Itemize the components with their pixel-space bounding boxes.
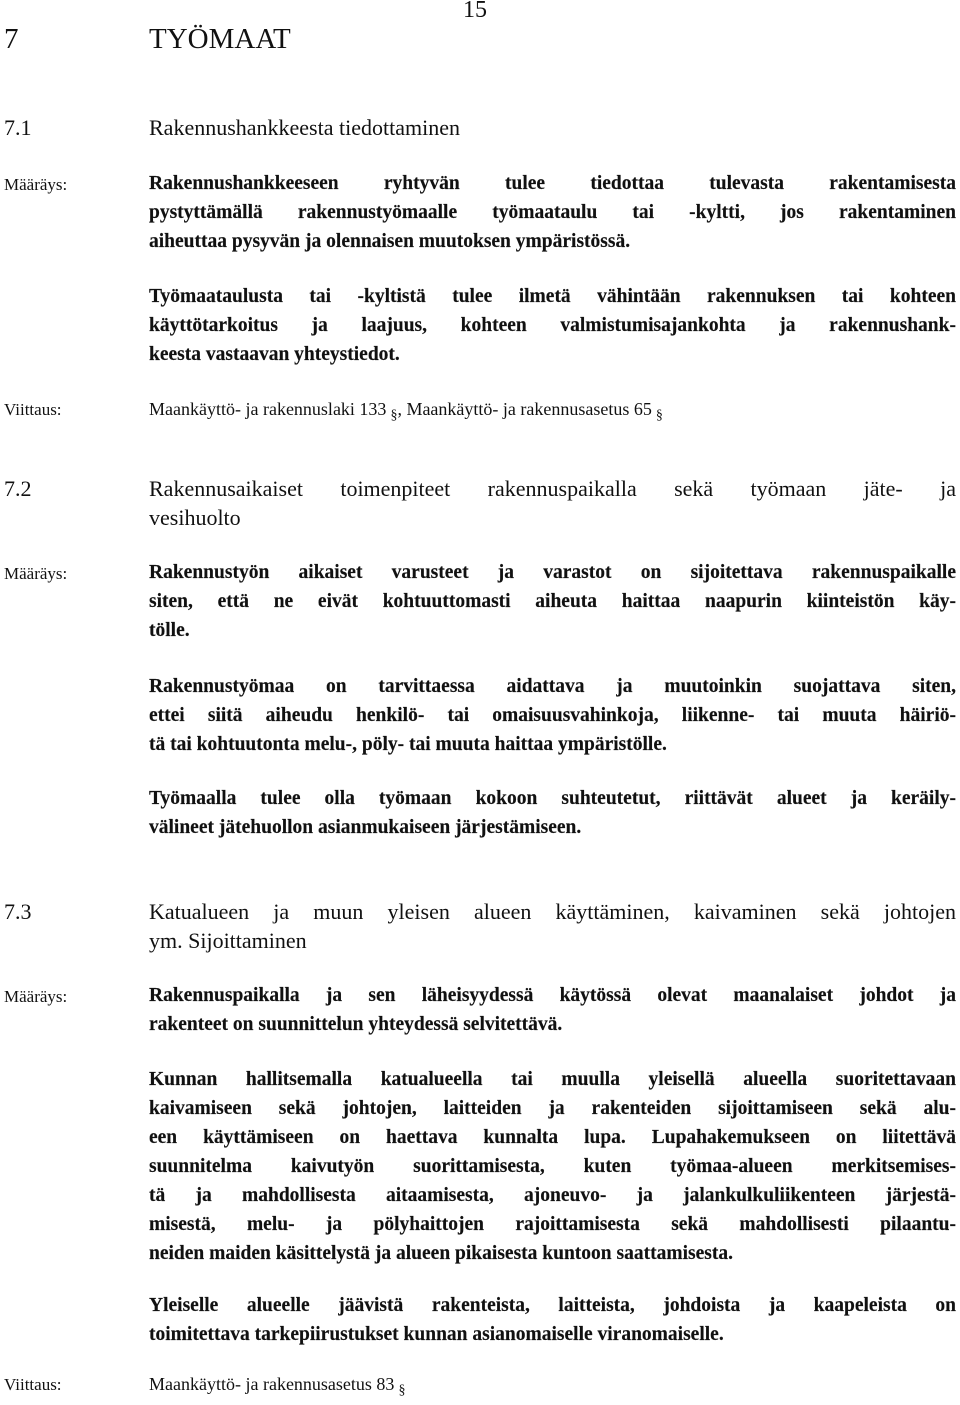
paragraph-line: rakenteet on suunnittelun yhteydessä selvitettävä. — [149, 1014, 563, 1035]
section-number: 7.3 — [4, 899, 32, 924]
paragraph-line: misestä, melu- ja pölyhaittojen rajoittamisesta sekä mahdollisesti pilaantu- — [149, 1214, 956, 1235]
paragraph-line: aiheuttaa pysyvän ja olennaisen muutoksen ympäristössä. — [149, 231, 631, 252]
paragraph-line: tä tai kohtuutonta melu-, pöly- tai muuta haittaa ympäristölle. — [149, 734, 667, 755]
page-number: 15 — [463, 0, 487, 23]
regulation-label: Määräys: — [4, 175, 68, 194]
paragraph-line: neiden maiden käsittelystä ja alueen pikaisesta kuntoon saattamisesta. — [149, 1243, 733, 1264]
section-sign: § — [390, 408, 398, 423]
paragraph-line: Kunnan hallitsemalla katualueella tai muulla yleisellä alueella suoritettavaan — [149, 1069, 956, 1090]
section-number: 7.1 — [4, 115, 32, 140]
reference-label: Viittaus: — [4, 1375, 62, 1394]
reference-decree: Maankäyttö- ja rakennusasetus 83 — [149, 1374, 395, 1394]
section-sign: § — [398, 1383, 406, 1398]
paragraph — [149, 784, 956, 842]
paragraph — [149, 1065, 956, 1268]
paragraph — [149, 1291, 956, 1349]
paragraph-line: pystyttämällä rakennustyömaalle työmaataulu tai -kyltti, jos rakentaminen — [149, 202, 956, 223]
paragraph-line: toimitettava tarkepiirustukset kunnan asianomaiselle viranomaiselle. — [149, 1324, 724, 1345]
section-title — [149, 474, 956, 532]
paragraph-line: Rakennustyömaa on tarvittaessa aidattava ja muutoinkin suojattava siten, — [149, 676, 956, 697]
reference-text — [149, 395, 663, 430]
regulation-label: Määräys: — [4, 987, 68, 1006]
paragraph-line: Rakennuspaikalla ja sen läheisyydessä käytössä olevat maanalaiset johdot ja — [149, 985, 956, 1006]
paragraph-line: kaivamiseen sekä johtojen, laitteiden ja rakenteiden sijoittamiseen sekä alu- — [149, 1098, 956, 1119]
paragraph-line: ettei siitä aiheudu henkilö- tai omaisuusvahinkoja, liikenne- tai muuta häiriö- — [149, 705, 956, 726]
paragraph-line: suunnitelma kaivutyön suorittamisesta, kuten työmaa-alueen merkitsemises- — [149, 1156, 956, 1177]
paragraph — [149, 558, 956, 645]
paragraph-line: välineet jätehuollon asianmukaiseen järjestämiseen. — [149, 817, 582, 838]
reference-law: Maankäyttö- ja rakennuslaki 133 — [149, 399, 387, 419]
section-title-line: ym. Sijoittaminen — [149, 928, 307, 953]
paragraph-line: Rakennustyön aikaiset varusteet ja varastot on sijoitettava rakennuspaikalle — [149, 562, 956, 583]
paragraph — [149, 169, 956, 256]
paragraph-line: keesta vastaavan yhteystiedot. — [149, 344, 400, 365]
paragraph-line: tä ja mahdollisesta aitaamisesta, ajoneuvo- ja jalankulkuliikenteen järjestä- — [149, 1185, 956, 1206]
paragraph-line: tölle. — [149, 620, 190, 641]
chapter-number: 7 — [4, 23, 19, 55]
regulation-label: Määräys: — [4, 564, 68, 583]
reference-decree: , Maankäyttö- ja rakennusasetus 65 — [397, 399, 652, 419]
section-sign: § — [655, 408, 663, 423]
section-title-line: vesihuolto — [149, 505, 241, 530]
chapter-title: TYÖMAAT — [149, 23, 291, 55]
paragraph — [149, 672, 956, 759]
paragraph-line: siten, että ne eivät kohtuuttomasti aiheuta haittaa naapurin kiinteistön käy- — [149, 591, 956, 612]
paragraph-line: Yleiselle alueelle jäävistä rakenteista, laitteista, johdoista ja kaapeleista on — [149, 1295, 956, 1316]
section-title — [149, 897, 956, 955]
paragraph-line: Rakennushankkeeseen ryhtyvän tulee tiedottaa tulevasta rakentamisesta — [149, 173, 956, 194]
paragraph-line: een käyttämiseen on haettava kunnalta lupa. Lupahakemukseen on liitettävä — [149, 1127, 956, 1148]
reference-text — [149, 1370, 405, 1405]
section-number: 7.2 — [4, 476, 32, 501]
paragraph — [149, 981, 956, 1039]
section-title: Rakennushankkeesta tiedottaminen — [149, 115, 460, 140]
paragraph-line: Työmaataulusta tai -kyltistä tulee ilmetä vähintään rakennuksen tai kohteen — [149, 286, 956, 307]
paragraph-line: käyttötarkoitus ja laajuus, kohteen valmistumisajankohta ja rakennushank- — [149, 315, 956, 336]
section-title-line: Rakennusaikaiset toimenpiteet rakennuspaikalla sekä työmaan jäte- ja — [149, 476, 956, 501]
paragraph — [149, 282, 956, 369]
section-title-line: Katualueen ja muun yleisen alueen käyttäminen, kaivaminen sekä johtojen — [149, 899, 956, 924]
paragraph-line: Työmaalla tulee olla työmaan kokoon suhteutetut, riittävät alueet ja keräily- — [149, 788, 956, 809]
reference-label: Viittaus: — [4, 400, 62, 419]
